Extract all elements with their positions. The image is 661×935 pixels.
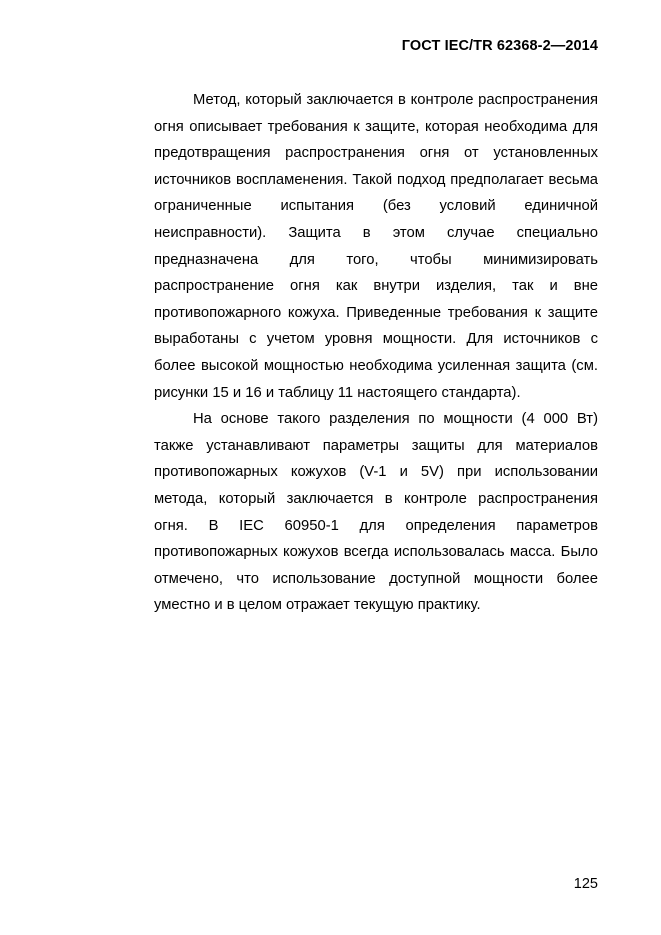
- paragraph-1: Метод, который заключается в контроле распространения огня описывает требования к защите, которая необходима для предотвращения распространения огня от установленных источников воспламенения. Такой подход предполагает весьма ограниченные испытания (без условий единичной неисправности). Защита в этом случае специально предназначена для того, чтобы минимизировать распространение огня как внутри изделия, так и вне противопожарного кожуха. Приведенные требования к защите выработаны с учетом уровня мощности. Для источников с более высокой мощностью необходима усиленная защита (см. рисунки 15 и 16 и таблицу 11 настоящего стандарта).: [154, 92, 598, 401]
- document-body: [154, 87, 598, 619]
- paragraph-2: На основе такого разделения по мощности (4 000 Вт) также устанавливают параметры защиты для материалов противопожарных кожухов (V-1 и 5V) при использовании метода, который заключается в контроле распространения огня. В IEC 60950-1 для определения параметров противопожарных кожухов всегда использовалась масса. Было отмечено, что использование доступной мощности более уместно и в целом отражает текущую практику.: [154, 411, 598, 614]
- page-number: 125: [573, 876, 598, 892]
- document-header: ГОСТ IEC/TR 62368-2—2014: [401, 38, 598, 54]
